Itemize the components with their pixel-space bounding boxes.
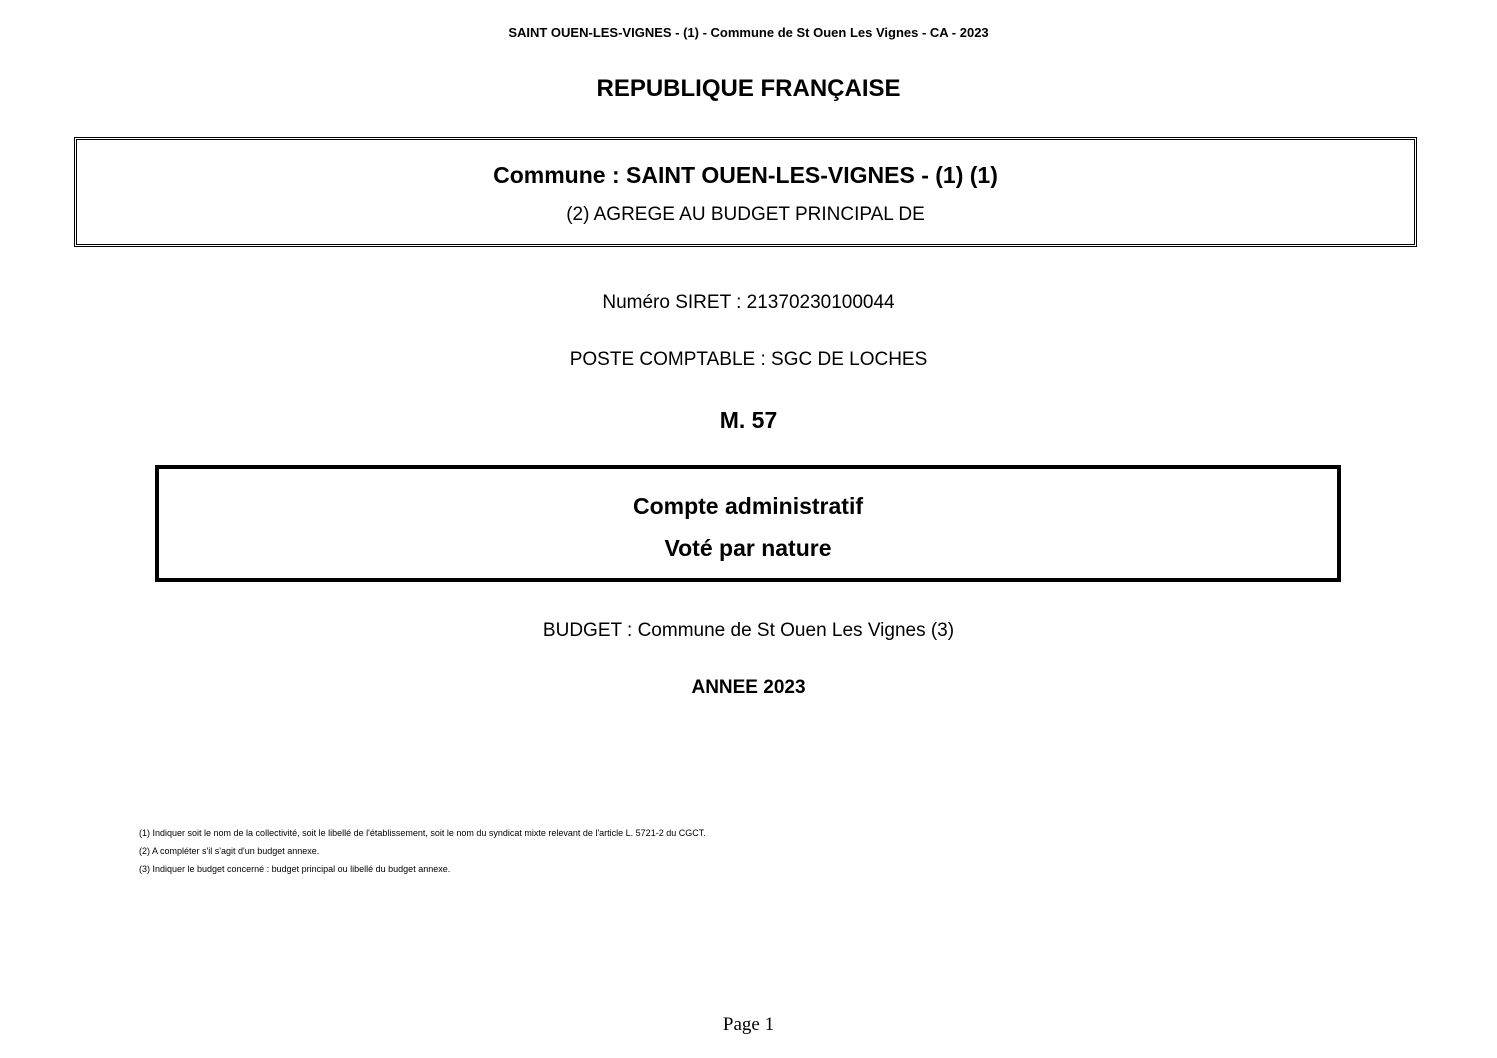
nomenclature: M. 57 bbox=[719, 407, 778, 433]
document-title: Compte administratif bbox=[632, 493, 864, 519]
commune-name: Commune : SAINT OUEN-LES-VIGNES - (1) (1) bbox=[493, 162, 998, 188]
budget-label: BUDGET : Commune de St Ouen Les Vignes (3) bbox=[542, 620, 955, 641]
year-label: ANNEE 2023 bbox=[691, 677, 806, 698]
page-number: Page 1 bbox=[722, 1014, 775, 1035]
document-subtitle: Voté par nature bbox=[664, 535, 832, 561]
footnote: (1) Indiquer soit le nom de la collectivité, soit le libellé de l'établissement, soit le nom du syndicat mixte relevant de l'article L. 5721-2 du CGCT. bbox=[139, 828, 706, 838]
running-header: SAINT OUEN-LES-VIGNES - (1) - Commune de St Ouen Les Vignes - CA - 2023 bbox=[508, 25, 989, 40]
republic-heading: REPUBLIQUE FRANÇAISE bbox=[596, 75, 901, 102]
footnote: (2) A compléter s'il s'agit d'un budget annexe. bbox=[139, 846, 320, 856]
commune-box bbox=[74, 137, 1417, 247]
poste-comptable: POSTE COMPTABLE : SGC DE LOCHES bbox=[569, 349, 928, 370]
document-type-box bbox=[155, 465, 1341, 582]
footnote: (3) Indiquer le budget concerné : budget principal ou libellé du budget annexe. bbox=[139, 864, 451, 874]
siret-number: Numéro SIRET : 21370230100044 bbox=[602, 292, 895, 313]
commune-subtitle: (2) AGREGE AU BUDGET PRINCIPAL DE bbox=[566, 204, 925, 225]
footnotes bbox=[139, 824, 706, 878]
